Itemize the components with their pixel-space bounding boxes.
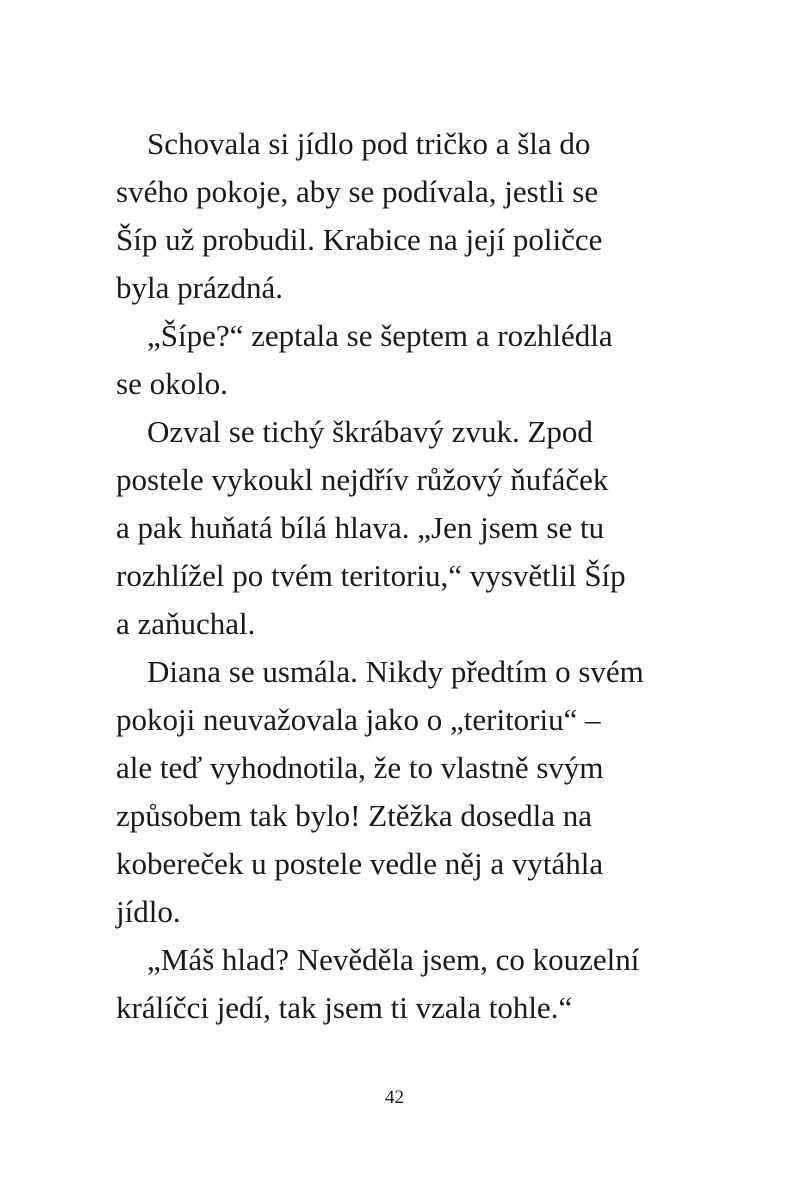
paragraph-3-line-3: a pak huňatá bílá hlava. „Jen jsem se tu (116, 510, 605, 545)
paragraph-4-line-6: jídlo. (116, 894, 181, 929)
paragraph-3-line-4: rozhlížel po tvém teritoriu,“ vysvětlil Šíp (116, 558, 626, 593)
paragraph-5-line-2: králíčci jedí, tak jsem ti vzala tohle.“ (116, 990, 573, 1025)
paragraph-4-line-3: ale teď vyhodnotila, že to vlastně svým (116, 750, 604, 785)
paragraph-4-line-1: Diana se usmála. Nikdy předtím o svém (147, 654, 644, 689)
paragraph-3-line-2: postele vykoukl nejdřív růžový ňufáček (116, 462, 609, 497)
body-text (116, 120, 676, 1032)
paragraph-1-line-4: byla prázdná. (116, 270, 283, 305)
paragraph-4-line-4: způsobem tak bylo! Ztěžka dosedla na (116, 798, 593, 833)
paragraph-4-line-2: pokoji neuvažovala jako o „teritoriu“ – (116, 702, 601, 737)
paragraph-1-line-3: Šíp už probudil. Krabice na její poličce (116, 222, 603, 257)
paragraph-2-line-2: se okolo. (116, 366, 228, 401)
paragraph-3-line-5: a zaňuchal. (116, 606, 256, 641)
paragraph-1-line-2: svého pokoje, aby se podívala, jestli se (116, 174, 599, 209)
paragraph-3-line-1: Ozval se tichý škrábavý zvuk. Zpod (147, 414, 593, 449)
page-number: 42 (385, 1087, 404, 1108)
paragraph-5-line-1: „Máš hlad? Nevěděla jsem, co kouzelní (147, 942, 640, 977)
paragraph-1-line-1: Schovala si jídlo pod tričko a šla do (147, 126, 591, 161)
paragraph-4-line-5: kobereček u postele vedle něj a vytáhla (116, 846, 604, 881)
paragraph-2-line-1: „Šípe?“ zeptala se šeptem a rozhlédla (147, 318, 613, 353)
